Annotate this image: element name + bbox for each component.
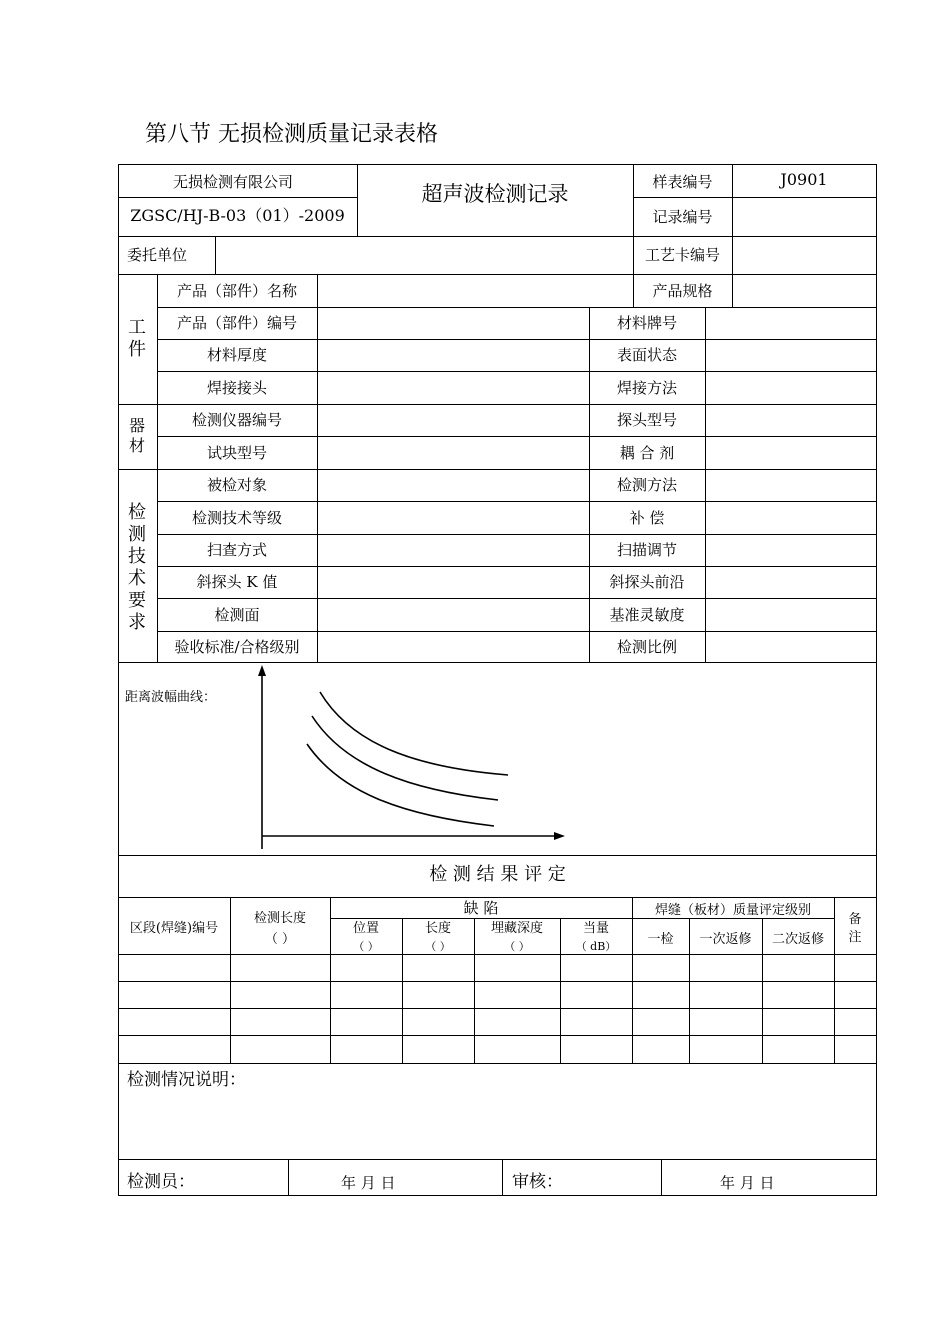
acceptance-label: 验收标准/合格级别 [174,638,300,656]
col-grade: 焊缝（板材）质量评定级别 [654,903,811,918]
col-segment: 区段(焊缝)编号 [129,921,219,936]
test-ratio-label: 检测比例 [616,638,677,656]
product-spec-label: 产品规格 [652,282,713,300]
col-depth-unit: （ ） [504,940,530,953]
col-position-unit: （ ） [353,940,379,953]
col-position: 位置 [352,921,379,936]
compensation-label: 补 偿 [629,509,665,527]
material-thickness-label: 材料厚度 [206,346,267,364]
reviewer-date: 年 月 日 [720,1174,775,1192]
description-label: 检测情况说明： [127,1070,246,1090]
col-defect: 缺 陷 [463,899,499,917]
surface-state-label: 表面状态 [616,346,677,364]
reviewer-label: 审核： [512,1172,563,1192]
ref-sensitivity-label: 基准灵敏度 [609,606,685,624]
doc-code: ZGSC/HJ-B-03（01）-2009 [130,206,345,225]
sample-no-label: 样表编号 [652,173,713,191]
scan-adjust-label: 扫描调节 [616,541,677,559]
section-workpiece: 工件 [128,317,146,360]
record-no-label: 记录编号 [652,208,713,226]
form-title: 超声波检测记录 [421,182,569,206]
test-method-label: 检测方法 [616,476,677,494]
results-title: 检 测 结 果 评 定 [429,864,566,885]
page-title: 第八节 无损检测质量记录表格 [145,122,438,147]
col-depth: 埋藏深度 [490,921,543,936]
dac-curve-diagram [250,662,580,855]
col-first: 一检 [647,932,674,947]
instrument-no-label: 检测仪器编号 [191,411,282,429]
col-length-unit: （ ） [264,932,296,947]
probe-model-label: 探头型号 [616,411,677,429]
tech-level-label: 检测技术等级 [191,509,282,527]
couplant-label: 耦 合 剂 [619,444,675,462]
product-no-label: 产品（部件）编号 [176,314,297,332]
col-defect-length: 长度 [424,921,451,936]
angle-probe-front-label: 斜探头前沿 [609,573,685,591]
inspector-label: 检测员： [127,1172,195,1192]
client-label: 委托单位 [127,246,188,264]
section-equipment: 器材 [128,416,145,455]
inspector-date: 年 月 日 [341,1174,396,1192]
col-repair2: 二次返修 [771,932,824,947]
weld-joint-label: 焊接接头 [206,379,267,397]
col-equiv: 当量 [582,921,609,936]
section-tech-req: 检测技术要求 [128,502,146,633]
col-remark: 备注 [848,912,862,945]
sample-no-value: J0901 [780,170,828,189]
product-name-label: 产品（部件）名称 [176,282,297,300]
col-defect-length-unit: （ ） [425,940,451,953]
angle-probe-k-label: 斜探头 K 值 [196,573,278,591]
process-card-label: 工艺卡编号 [644,246,720,264]
col-repair1: 一次返修 [699,932,752,947]
scan-mode-label: 扫查方式 [206,541,267,559]
test-surface-label: 检测面 [214,606,260,624]
material-grade-label: 材料牌号 [616,314,677,332]
weld-method-label: 焊接方法 [616,379,677,397]
inspected-object-label: 被检对象 [206,476,267,494]
col-length: 检测长度 [253,911,306,926]
company-name: 无损检测有限公司 [172,173,293,191]
dac-label: 距离波幅曲线： [125,690,217,705]
block-model-label: 试块型号 [206,444,267,462]
col-equiv-unit: （ dB） [575,940,617,953]
